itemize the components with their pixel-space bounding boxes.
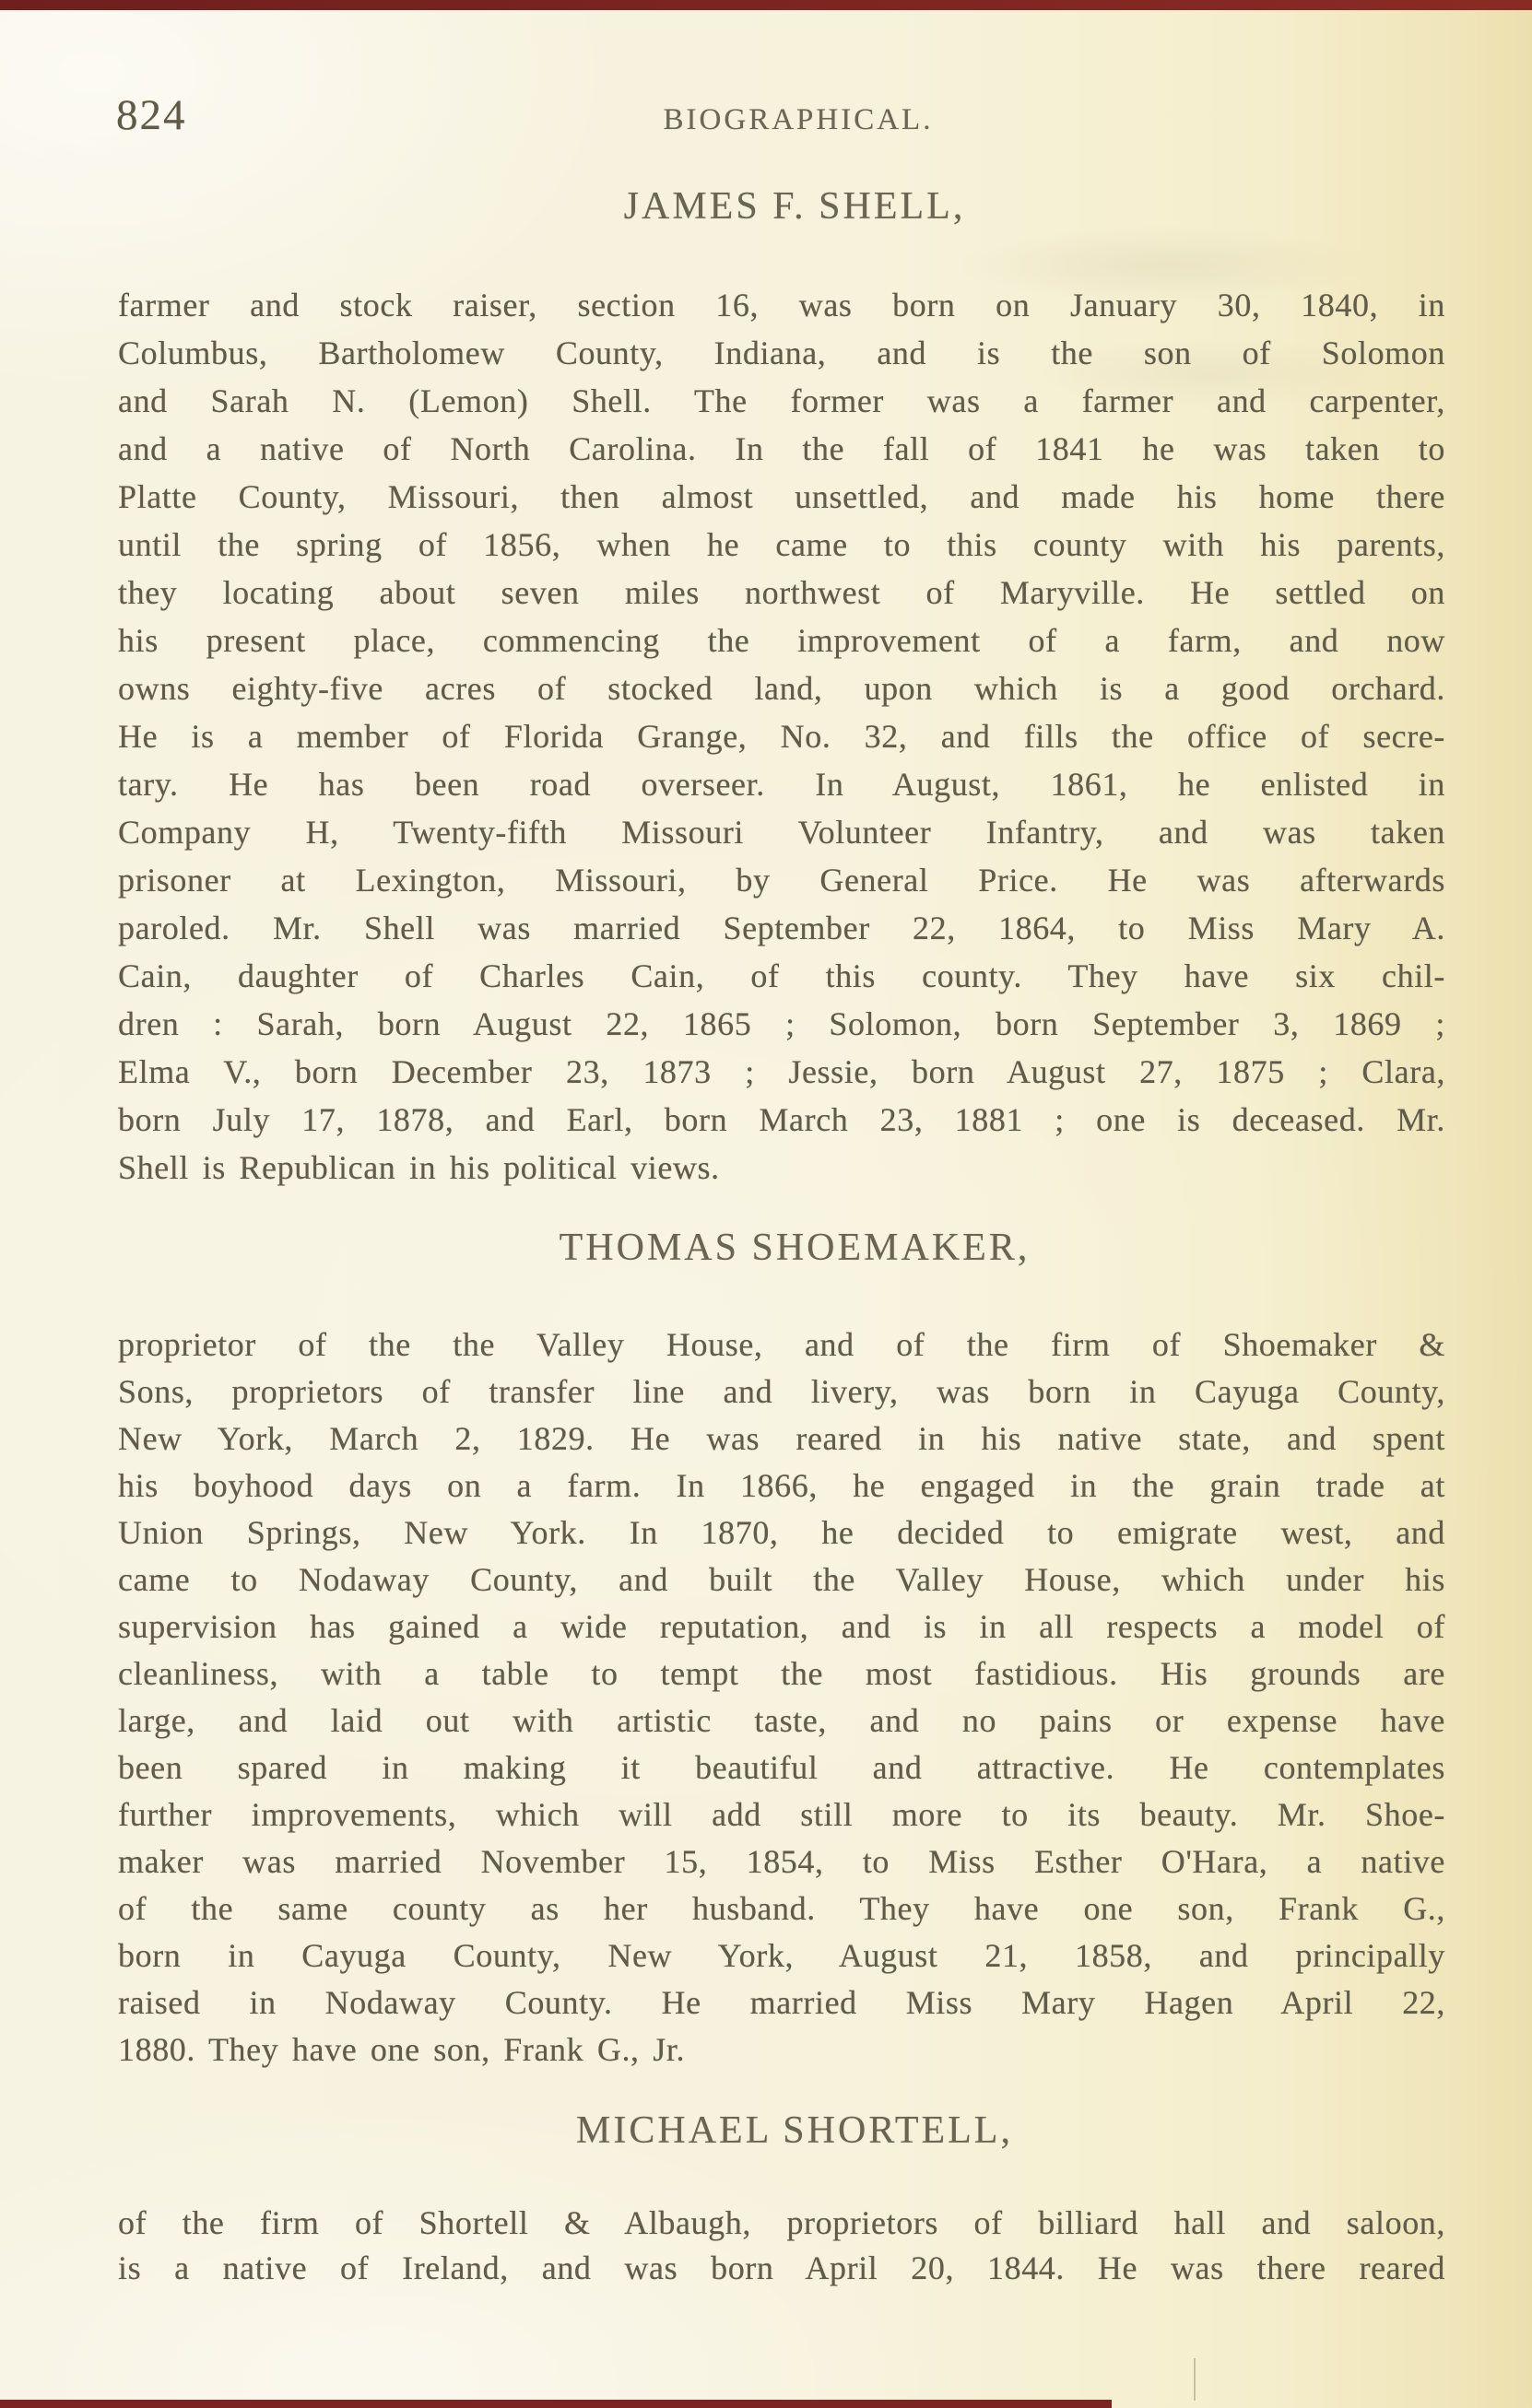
text-line: his present place, commencing the improvement of a farm, and now: [118, 622, 1445, 659]
text-line: He is a member of Florida Grange, No. 32, and fills the office of secre-: [118, 718, 1445, 755]
text-line: Shell is Republican in his political views.: [118, 1149, 720, 1186]
text-line: born in Cayuga County, New York, August 21, 1858, and principally: [118, 1937, 1445, 1974]
text-line: Columbus, Bartholomew County, Indiana, and is the son of Solomon: [118, 335, 1445, 371]
text-line: raised in Nodaway County. He married Miss Mary Hagen April 22,: [118, 1984, 1445, 2021]
text-line: maker was married November 15, 1854, to Miss Esther O'Hara, a native: [118, 1843, 1445, 1880]
text-line: supervision has gained a wide reputation, and is in all respects a model of: [118, 1608, 1445, 1645]
text-line: paroled. Mr. Shell was married September 22, 1864, to Miss Mary A.: [118, 910, 1445, 946]
text-line: came to Nodaway County, and built the Valley House, which under his: [118, 1561, 1445, 1598]
text-line: been spared in making it beautiful and attractive. He contemplates: [118, 1749, 1445, 1786]
text-line: is a native of Ireland, and was born April 20, 1844. He was there reared: [118, 2249, 1445, 2286]
section-heading-michael-shortell: MICHAEL SHORTELL,: [576, 2109, 1013, 2152]
text-line: dren : Sarah, born August 22, 1865 ; Solomon, born September 3, 1869 ;: [118, 1005, 1445, 1042]
text-line: proprietor of the the Valley House, and of the firm of Shoemaker &: [118, 1326, 1445, 1363]
text-line: and a native of North Carolina. In the fall of 1841 he was taken to: [118, 430, 1445, 467]
text-line: large, and laid out with artistic taste, and no pains or expense have: [118, 1702, 1445, 1739]
text-line: his boyhood days on a farm. In 1866, he engaged in the grain trade at: [118, 1467, 1445, 1504]
text-line: Elma V., born December 23, 1873 ; Jessie, born August 27, 1875 ; Clara,: [118, 1053, 1445, 1090]
scan-edge-stripe-bottom: [0, 2400, 1112, 2408]
biography-paragraph-michael-shortell: [118, 2201, 1445, 2291]
text-line: prisoner at Lexington, Missouri, by General Price. He was afterwards: [118, 862, 1445, 899]
text-line: of the same county as her husband. They have one son, Frank G.,: [118, 1890, 1445, 1927]
scan-edge-stripe-top: [0, 0, 1532, 10]
text-line: and Sarah N. (Lemon) Shell. The former was a farmer and carpenter,: [118, 382, 1445, 419]
section-heading-james-f-shell: JAMES F. SHELL,: [623, 185, 966, 228]
text-line: of the firm of Shortell & Albaugh, proprietors of billiard hall and saloon,: [118, 2204, 1445, 2241]
section-heading-thomas-shoemaker: THOMAS SHOEMAKER,: [559, 1227, 1031, 1269]
page-number: 824: [116, 91, 187, 139]
text-line: until the spring of 1856, when he came to this county with his parents,: [118, 526, 1445, 563]
running-header: BIOGRAPHICAL.: [663, 103, 934, 136]
scan-artifact-line: [1194, 2358, 1196, 2401]
biography-paragraph-james-f-shell: [118, 281, 1445, 1192]
text-line: Platte County, Missouri, then almost unsettled, and made his home there: [118, 478, 1445, 515]
text-line: owns eighty-five acres of stocked land, upon which is a good orchard.: [118, 670, 1445, 707]
text-line: further improvements, which will add still more to its beauty. Mr. Shoe-: [118, 1796, 1445, 1833]
text-line: Sons, proprietors of transfer line and livery, was born in Cayuga County,: [118, 1373, 1445, 1410]
text-line: cleanliness, with a table to tempt the most fastidious. His grounds are: [118, 1655, 1445, 1692]
text-line: 1880. They have one son, Frank G., Jr.: [118, 2031, 686, 2068]
text-line: Company H, Twenty-fifth Missouri Volunteer Infantry, and was taken: [118, 814, 1445, 851]
text-line: Cain, daughter of Charles Cain, of this county. They have six chil-: [118, 957, 1445, 994]
text-line: they locating about seven miles northwest of Maryville. He settled on: [118, 574, 1445, 611]
biography-paragraph-thomas-shoemaker: [118, 1321, 1445, 2073]
text-line: farmer and stock raiser, section 16, was born on January 30, 1840, in: [118, 287, 1445, 323]
text-line: born July 17, 1878, and Earl, born March 23, 1881 ; one is deceased. Mr.: [118, 1101, 1445, 1138]
text-line: tary. He has been road overseer. In August, 1861, he enlisted in: [118, 766, 1445, 803]
text-line: Union Springs, New York. In 1870, he decided to emigrate west, and: [118, 1514, 1445, 1551]
text-line: New York, March 2, 1829. He was reared in his native state, and spent: [118, 1420, 1445, 1457]
